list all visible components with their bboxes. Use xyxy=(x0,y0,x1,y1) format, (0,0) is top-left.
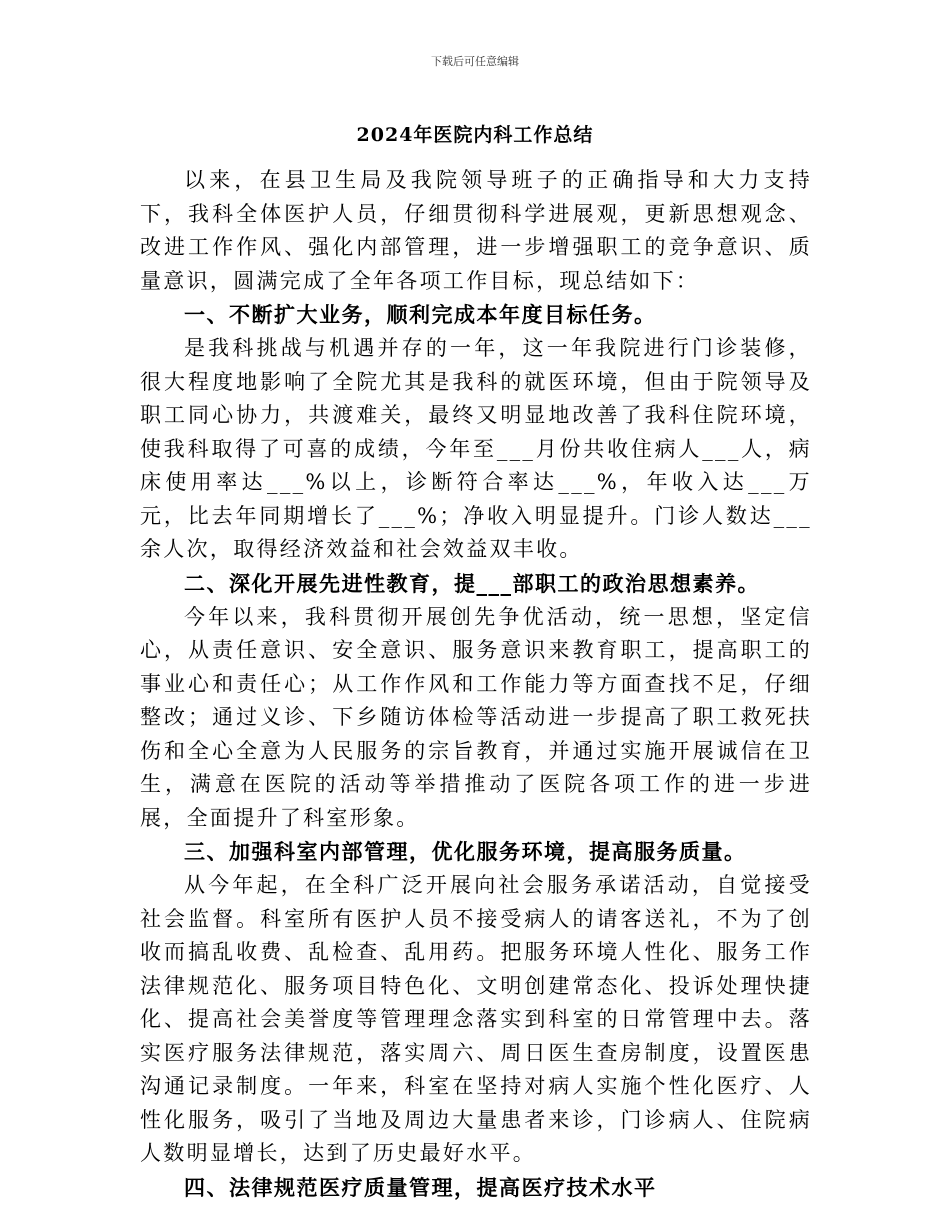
section-2-paragraph: 今年以来，我科贯彻开展创先争优活动，统一思想，坚定信心，从责任意识、安全意识、服务意识来教育职工，提高职工的事业心和责任心；从工作作风和工作能力等方面查找不足，仔细整改；通过义诊、下乡随访体检等活动进一步提高了职工救死扶伤和全心全意为人民服务的宗旨教育，并通过实施开展诚信在卫生，满意在医院的活动等举措推动了医院各项工作的进一步进展，全面提升了科室形象。 xyxy=(140,604,812,830)
section-3-paragraph: 从今年起，在全科广泛开展向社会服务承诺活动，自觉接受社会监督。科室所有医护人员不接受病人的请客送礼，不为了创收而搞乱收费、乱检查、乱用药。把服务环境人性化、服务工作法律规范化、服务项目特色化、文明创建常态化、投诉处理快捷化、提高社会美誉度等管理理念落实到科室的日常管理中去。落实医疗服务法律规范，落实周六、周日医生查房制度，设置医患沟通记录制度。一年来，科室在坚持对病人实施个性化医疗、人性化服务，吸引了当地及周边大量患者来诊，门诊病人、住院病人数明显增长，达到了历史最好水平。 xyxy=(140,873,812,1165)
section-2-heading: 二、深化开展先进性教育，提___部职工的政治思想素养。 xyxy=(184,570,760,596)
section-3-heading: 三、加强科室内部管理，优化服务环境，提高服务质量。 xyxy=(184,839,747,864)
section-4-heading: 四、法律规范医疗质量管理，提高医疗技术水平 xyxy=(184,1174,657,1200)
page-header-note: 下载后可任意编辑 xyxy=(431,55,519,68)
document-title: 2024年医院内科工作总结 xyxy=(356,124,594,146)
intro-paragraph: 以来，在县卫生局及我院领导班子的正确指导和大力支持下，我科全体医护人员，仔细贯彻科学进展观，更新思想观念、改进工作作风、强化内部管理，进一步增强职工的竞争意识、质量意识，圆满完成了全年各项工作目标，现总结如下： xyxy=(140,168,812,293)
section-1-heading: 一、不断扩大业务，顺利完成本年度目标任务。 xyxy=(184,302,657,327)
section-1-paragraph: 是我科挑战与机遇并存的一年，这一年我院进行门诊装修，很大程度地影响了全院尤其是我科的就医环境，但由于院领导及职工同心协力，共渡难关，最终又明显地改善了我科住院环境，使我科取得了可喜的成绩，今年至___月份共收住病人___人，病床使用率达___%以上，诊断符合率达___%，年收入达___万元，比去年同期增长了___%；净收入明显提升。门诊人数达___余人次，取得经济效益和社会效益双丰收。 xyxy=(140,336,812,561)
document-body xyxy=(140,164,812,1205)
